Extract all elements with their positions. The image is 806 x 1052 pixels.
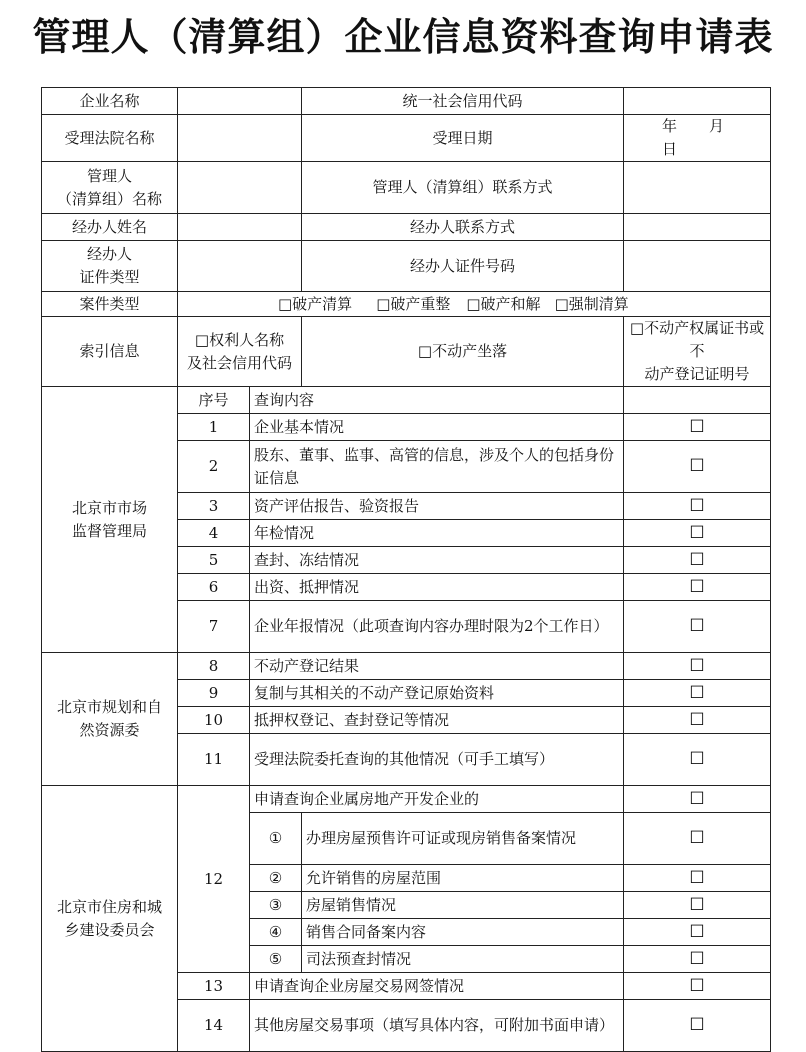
agency-market-supervision: 北京市市场 监督管理局: [42, 387, 178, 653]
sub-item-text: 办理房屋预售许可证或现房销售备案情况: [302, 813, 624, 865]
application-form: [41, 87, 771, 1052]
content-header: 查询内容: [250, 387, 624, 414]
item-checkbox[interactable]: ☐: [624, 734, 771, 786]
item-number: 14: [178, 1000, 250, 1052]
item-checkbox[interactable]: ☐: [624, 441, 771, 493]
item-number: 1: [178, 414, 250, 441]
item-checkbox[interactable]: ☐: [624, 865, 771, 892]
sub-item-mark: ③: [250, 892, 302, 919]
case-option-forced-liquidation[interactable]: □强制清算: [554, 294, 629, 313]
manager-name-field[interactable]: [178, 162, 302, 214]
item-number: 11: [178, 734, 250, 786]
item-checkbox[interactable]: ☐: [624, 414, 771, 441]
item-text: 受理法院委托查询的其他情况（可手工填写）: [250, 734, 624, 786]
handler-id-number-field[interactable]: [624, 241, 771, 292]
form-row-case-type: [42, 292, 771, 317]
item-number: 7: [178, 601, 250, 653]
item-checkbox[interactable]: ☐: [624, 680, 771, 707]
credit-code-label: 统一社会信用代码: [302, 88, 624, 115]
item-checkbox[interactable]: ☐: [624, 919, 771, 946]
item-text: 企业年报情况（此项查询内容办理时限为2个工作日）: [250, 601, 624, 653]
item-text: 查封、冻结情况: [250, 547, 624, 574]
item-checkbox[interactable]: ☐: [624, 946, 771, 973]
item-text: 抵押权登记、查封登记等情况: [250, 707, 624, 734]
handler-name-label: 经办人姓名: [42, 214, 178, 241]
form-row-company: [42, 88, 771, 115]
item-text: 股东、董事、监事、高管的信息，涉及个人的包括身份证信息: [250, 441, 624, 493]
case-option-settlement[interactable]: □破产和解: [466, 294, 541, 313]
item-text: 复制与其相关的不动产登记原始资料: [250, 680, 624, 707]
query-row: [42, 786, 771, 813]
item-number: 9: [178, 680, 250, 707]
item-number: 13: [178, 973, 250, 1000]
item-number: 10: [178, 707, 250, 734]
item-number: 8: [178, 653, 250, 680]
seq-header: 序号: [178, 387, 250, 414]
item-checkbox[interactable]: ☐: [624, 707, 771, 734]
case-option-reorganization[interactable]: □破产重整: [376, 294, 451, 313]
item-checkbox[interactable]: ☐: [624, 601, 771, 653]
sub-item-text: 司法预查封情况: [302, 946, 624, 973]
query-row: [42, 653, 771, 680]
item-checkbox[interactable]: ☐: [624, 813, 771, 865]
court-name-field[interactable]: [178, 115, 302, 162]
form-row-index: [42, 317, 771, 387]
item-checkbox[interactable]: ☐: [624, 547, 771, 574]
item-checkbox[interactable]: ☐: [624, 786, 771, 813]
company-name-label: 企业名称: [42, 88, 178, 115]
credit-code-field[interactable]: [624, 88, 771, 115]
item-checkbox[interactable]: ☐: [624, 653, 771, 680]
company-name-field[interactable]: [178, 88, 302, 115]
manager-name-label: 管理人 （清算组）名称: [42, 162, 178, 214]
index-rights-option[interactable]: □权利人名称 及社会信用代码: [178, 317, 302, 387]
item-text: 出资、抵押情况: [250, 574, 624, 601]
handler-id-type-field[interactable]: [178, 241, 302, 292]
item-text: 企业基本情况: [250, 414, 624, 441]
sub-item-mark: ①: [250, 813, 302, 865]
sub-item-mark: ②: [250, 865, 302, 892]
handler-id-type-label: 经办人 证件类型: [42, 241, 178, 292]
item-number: 12: [178, 786, 250, 973]
item-text: 申请查询企业属房地产开发企业的: [250, 786, 624, 813]
accept-date-field[interactable]: [624, 115, 771, 162]
item-checkbox[interactable]: ☐: [624, 892, 771, 919]
sub-item-text: 允许销售的房屋范围: [302, 865, 624, 892]
manager-contact-field[interactable]: [624, 162, 771, 214]
item-checkbox[interactable]: ☐: [624, 520, 771, 547]
item-text: 申请查询企业房屋交易网签情况: [250, 973, 624, 1000]
date-day: 日: [662, 140, 678, 158]
case-type-options: [178, 292, 771, 317]
item-number: 5: [178, 547, 250, 574]
form-row-handler-id: [42, 241, 771, 292]
item-checkbox[interactable]: ☐: [624, 1000, 771, 1052]
handler-contact-field[interactable]: [624, 214, 771, 241]
item-number: 4: [178, 520, 250, 547]
sub-item-text: 销售合同备案内容: [302, 919, 624, 946]
item-checkbox[interactable]: ☐: [624, 574, 771, 601]
date-month: 月: [709, 117, 725, 135]
court-name-label: 受理法院名称: [42, 115, 178, 162]
item-checkbox[interactable]: ☐: [624, 493, 771, 520]
date-year: 年: [662, 117, 678, 135]
index-info-label: 索引信息: [42, 317, 178, 387]
agency-planning-resources: 北京市规划和自 然资源委: [42, 653, 178, 786]
handler-name-field[interactable]: [178, 214, 302, 241]
accept-date-label: 受理日期: [302, 115, 624, 162]
form-row-handler: [42, 214, 771, 241]
case-option-liquidation[interactable]: □破产清算: [278, 294, 353, 313]
item-text: 不动产登记结果: [250, 653, 624, 680]
sub-item-mark: ④: [250, 919, 302, 946]
item-number: 6: [178, 574, 250, 601]
agency-housing-construction: 北京市住房和城 乡建设委员会: [42, 786, 178, 1052]
page-title: 管理人（清算组）企业信息资料查询申请表: [32, 15, 774, 59]
item-checkbox[interactable]: ☐: [624, 973, 771, 1000]
column-header-row: [42, 387, 771, 414]
item-number: 3: [178, 493, 250, 520]
sub-item-text: 房屋销售情况: [302, 892, 624, 919]
form-row-court: [42, 115, 771, 162]
form-row-manager: [42, 162, 771, 214]
item-text: 资产评估报告、验资报告: [250, 493, 624, 520]
index-property-option[interactable]: □不动产坐落: [302, 317, 624, 387]
sub-item-mark: ⑤: [250, 946, 302, 973]
manager-contact-label: 管理人（清算组）联系方式: [302, 162, 624, 214]
item-text: 年检情况: [250, 520, 624, 547]
index-cert-option[interactable]: □不动产权属证书或不 动产登记证明号: [624, 317, 771, 387]
handler-contact-label: 经办人联系方式: [302, 214, 624, 241]
handler-id-number-label: 经办人证件号码: [302, 241, 624, 292]
case-type-label: 案件类型: [42, 292, 178, 317]
item-number: 2: [178, 441, 250, 493]
item-text: 其他房屋交易事项（填写具体内容，可附加书面申请）: [250, 1000, 624, 1052]
